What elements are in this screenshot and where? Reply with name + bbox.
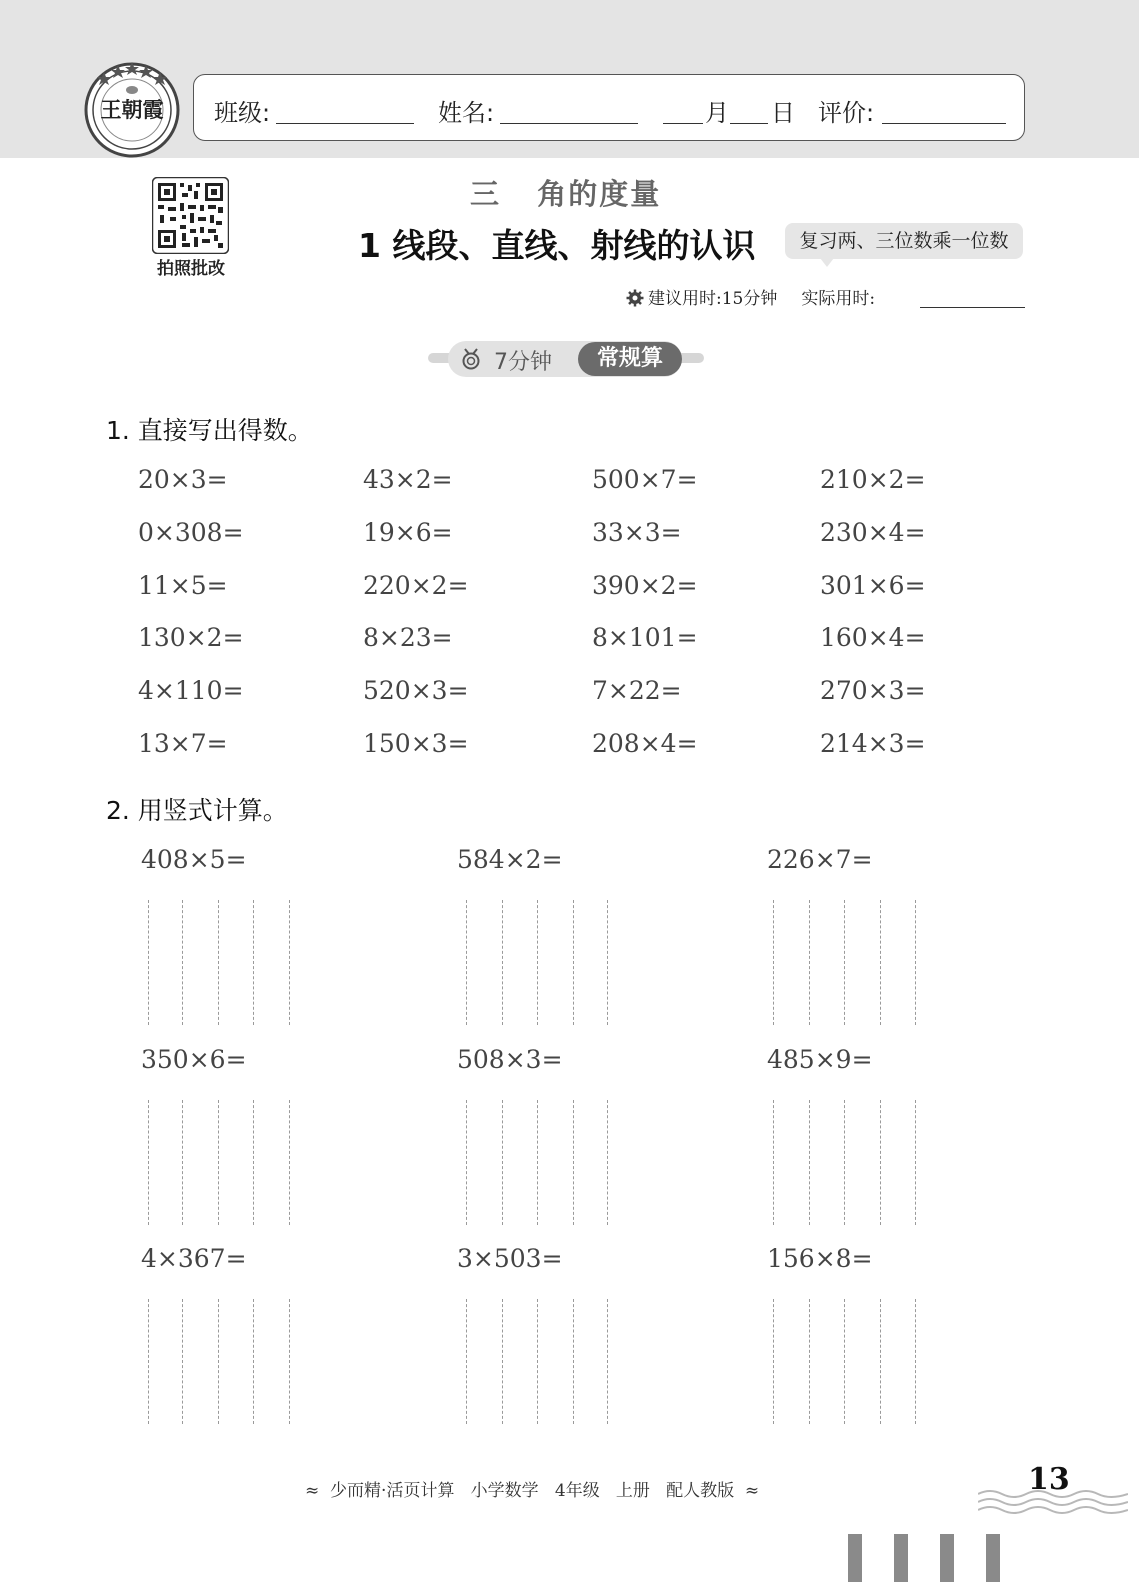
footer-text: ≈ 少而精·活页计算 小学数学 4年级 上册 配人教版 ≈ [305, 1481, 760, 1501]
oral-calc-item: 33×3= [592, 517, 682, 547]
work-guide-line [148, 900, 149, 1025]
section-badge [448, 341, 682, 377]
question-2-title: 2. 用竖式计算。 [106, 796, 288, 825]
unit-title: 三 角的度量 [470, 177, 662, 211]
oral-calc-item: 520×3= [363, 676, 469, 706]
lesson-title: 1 线段、直线、射线的认识 [358, 226, 756, 265]
vertical-calc-problem: 408×5= [141, 845, 247, 874]
oral-calc-item: 43×2= [363, 465, 453, 494]
class-label: 班级: [214, 99, 271, 127]
gear-icon [626, 289, 644, 307]
oral-calc-item: 19×6= [363, 517, 453, 547]
student-info-box [193, 74, 1025, 141]
work-guide-line [502, 1100, 503, 1225]
oral-calc-item: 270×3= [820, 676, 926, 706]
work-guide-line [502, 900, 503, 1025]
day-field[interactable] [730, 123, 768, 124]
vertical-calc-problem: 226×7= [767, 845, 873, 874]
suggested-time: 建议用时:15分钟 [648, 289, 778, 309]
work-guide-line [573, 1100, 574, 1225]
qr-code[interactable] [152, 177, 229, 254]
work-guide-line [809, 900, 810, 1025]
name-label: 姓名: [438, 99, 495, 127]
vertical-calc-problem: 4×367= [141, 1244, 247, 1273]
work-guide-line [289, 1299, 290, 1424]
oral-calc-item: 150×3= [363, 729, 469, 758]
work-guide-line [253, 1299, 254, 1424]
work-guide-line [466, 900, 467, 1025]
work-guide-line [253, 1100, 254, 1225]
oral-calc-item: 7×22= [592, 676, 682, 706]
name-field[interactable] [500, 123, 638, 124]
work-guide-line [880, 1299, 881, 1424]
review-tag: 复习两、三位数乘一位数 [785, 223, 1023, 259]
work-guide-line [773, 1100, 774, 1225]
work-guide-line [880, 1100, 881, 1225]
work-guide-line [573, 900, 574, 1025]
work-guide-line [844, 1299, 845, 1424]
month-label: 月 [705, 99, 729, 127]
work-guide-line [844, 1100, 845, 1225]
edge-tabs-decoration [848, 1534, 1008, 1582]
work-guide-line [218, 1299, 219, 1424]
oral-calc-item: 8×23= [363, 623, 453, 653]
work-guide-line [573, 1299, 574, 1424]
oral-calc-item: 220×2= [363, 570, 469, 600]
work-guide-line [880, 900, 881, 1025]
work-guide-line [537, 1299, 538, 1424]
work-guide-line [148, 1100, 149, 1225]
vertical-calc-problem: 584×2= [457, 845, 563, 874]
actual-time-label: 实际用时: [801, 289, 876, 309]
brand-logo-text: 王朝霞 [100, 97, 164, 122]
oral-calc-item: 210×2= [820, 465, 926, 494]
work-guide-line [182, 900, 183, 1025]
work-guide-line [773, 900, 774, 1025]
work-guide-line [148, 1299, 149, 1424]
review-tag-pointer [820, 258, 834, 267]
work-guide-line [915, 1100, 916, 1225]
work-guide-line [502, 1299, 503, 1424]
oral-calc-item: 390×2= [592, 570, 698, 600]
oral-calc-item: 500×7= [592, 465, 698, 494]
actual-time-field[interactable] [920, 307, 1025, 308]
work-guide-line [915, 900, 916, 1025]
oral-calc-item: 8×101= [592, 623, 698, 653]
vertical-calc-problem: 508×3= [457, 1045, 563, 1074]
qr-label: 拍照批改 [157, 259, 225, 279]
oral-calc-item: 13×7= [138, 729, 228, 758]
section-minutes: 7分钟 [494, 350, 552, 375]
oral-calc-item: 160×4= [820, 623, 926, 653]
oral-calc-item: 11×5= [138, 570, 228, 600]
month-field[interactable] [663, 123, 703, 124]
work-guide-line [537, 900, 538, 1025]
oral-calc-item: 214×3= [820, 729, 926, 758]
oral-calc-item: 130×2= [138, 623, 244, 653]
work-guide-line [607, 1299, 608, 1424]
work-guide-line [466, 1100, 467, 1225]
work-guide-line [289, 900, 290, 1025]
vertical-calc-problem: 3×503= [457, 1244, 563, 1273]
work-guide-line [182, 1100, 183, 1225]
day-label: 日 [771, 99, 795, 127]
work-guide-line [218, 1100, 219, 1225]
work-guide-line [289, 1100, 290, 1225]
eval-field[interactable] [882, 123, 1006, 124]
vertical-calc-problem: 350×6= [141, 1045, 247, 1074]
oral-calc-item: 4×110= [138, 676, 244, 706]
work-guide-line [844, 900, 845, 1025]
medal-icon [460, 348, 482, 370]
question-1-title: 1. 直接写出得数。 [106, 416, 313, 445]
work-guide-line [809, 1299, 810, 1424]
oral-calc-item: 230×4= [820, 517, 926, 547]
work-guide-line [182, 1299, 183, 1424]
vertical-calc-problem: 485×9= [767, 1045, 873, 1074]
wave-decoration [978, 1482, 1128, 1518]
oral-calc-item: 20×3= [138, 465, 228, 494]
class-field[interactable] [276, 123, 414, 124]
work-guide-line [607, 900, 608, 1025]
work-guide-line [915, 1299, 916, 1424]
work-guide-line [809, 1100, 810, 1225]
page-number: 13 [1028, 1462, 1070, 1497]
work-guide-line [607, 1100, 608, 1225]
work-guide-line [253, 900, 254, 1025]
vertical-calc-problem: 156×8= [767, 1244, 873, 1273]
oral-calc-item: 301×6= [820, 570, 926, 600]
oral-calc-item: 208×4= [592, 729, 698, 758]
timing-row [626, 284, 875, 309]
work-guide-line [537, 1100, 538, 1225]
eval-label: 评价: [818, 99, 875, 127]
work-guide-line [218, 900, 219, 1025]
oral-calc-item: 0×308= [138, 517, 244, 547]
work-guide-line [466, 1299, 467, 1424]
section-tag: 常规算 [578, 342, 682, 376]
work-guide-line [773, 1299, 774, 1424]
